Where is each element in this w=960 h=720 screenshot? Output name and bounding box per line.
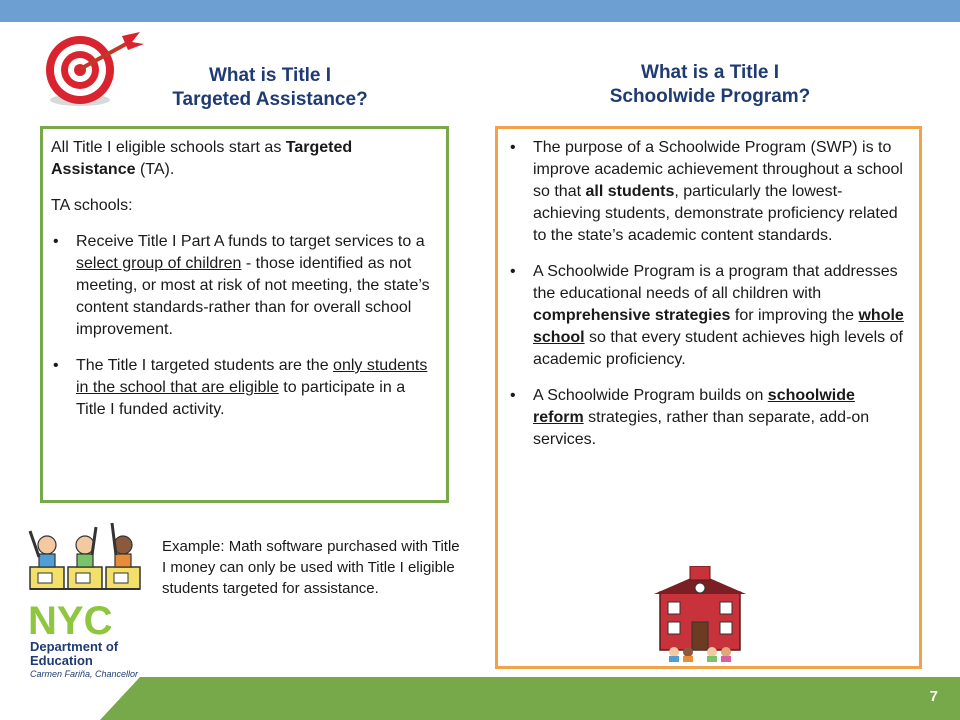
heading-line: What is Title I [208, 65, 332, 86]
intro-paragraph [51, 137, 434, 181]
chancellor-name: Carmen Fariña, Chancellor [30, 669, 139, 679]
bold-text: all students [585, 183, 675, 200]
text-segment: The Title I targeted students are the [76, 357, 334, 374]
text-segment: A Schoolwide Program builds on [533, 387, 768, 404]
text-segment: (TA). [135, 161, 175, 178]
bold-text: comprehensive strategies [533, 307, 731, 324]
students-clipart-icon [26, 515, 144, 601]
page-number: 7 [929, 688, 938, 705]
targeted-assistance-heading [110, 64, 430, 112]
targeted-assistance-box [40, 126, 449, 503]
underlined-text: whole school [533, 307, 904, 346]
text-segment: The purpose of a Schoolwide Program (SWP) is to improve academic achievement throughout a school so that [533, 139, 903, 200]
ta-schools-label: TA schools: [51, 197, 133, 214]
ta-bullet-list [51, 231, 434, 421]
text-segment: - those identified as not meeting, or most at risk of not meeting, the state’s content standards-rather than for overall school improvement. [76, 255, 430, 338]
nyc-doe-logo [28, 600, 148, 680]
bottom-accent-bar [0, 677, 960, 720]
text-segment: for improving the [730, 307, 859, 324]
nyc-letters: NYC [28, 600, 113, 640]
text-segment: to participate in a Title I funded activity. [76, 379, 406, 418]
list-item [508, 385, 909, 451]
underlined-text: schoolwide reform [533, 387, 855, 426]
underlined-text: select group of children [76, 255, 242, 272]
text-segment: strategies, rather than separate, add-on services. [533, 409, 870, 448]
text-segment: Receive Title I Part A funds to target services to a [76, 233, 425, 250]
example-text: Example: Math software purchased with Title I money can only be used with Title I eligible students targeted for assistance. [162, 538, 460, 597]
heading-line: Schoolwide Program? [609, 86, 811, 107]
heading-line: Targeted Assistance? [172, 89, 368, 110]
underlined-text: only students in the school that are eligible [76, 357, 428, 396]
text-segment: All Title I eligible schools start as [51, 139, 286, 156]
text-segment: so that every student achieves high levels of academic proficiency. [533, 329, 903, 368]
bold-text: Targeted Assistance [51, 139, 353, 178]
heading-line: What is a Title I [641, 62, 779, 83]
schoolwide-program-heading [520, 61, 900, 109]
list-item [51, 231, 434, 341]
text-segment: , particularly the lowest-achieving students, demonstrate proficiency related to the state’s academic content standards. [533, 183, 898, 244]
swp-bullet-list [508, 137, 909, 451]
schoolhouse-icon [650, 566, 750, 662]
department-line: Education [30, 653, 93, 668]
top-accent-bar [0, 0, 960, 22]
nyc-letters-logo [28, 600, 132, 640]
list-item [51, 355, 434, 421]
list-item [508, 261, 909, 371]
text-segment: A Schoolwide Program is a program that addresses the educational needs of all children with [533, 263, 898, 302]
department-line: Department of [30, 639, 119, 654]
department-name [30, 640, 118, 668]
list-item [508, 137, 909, 247]
